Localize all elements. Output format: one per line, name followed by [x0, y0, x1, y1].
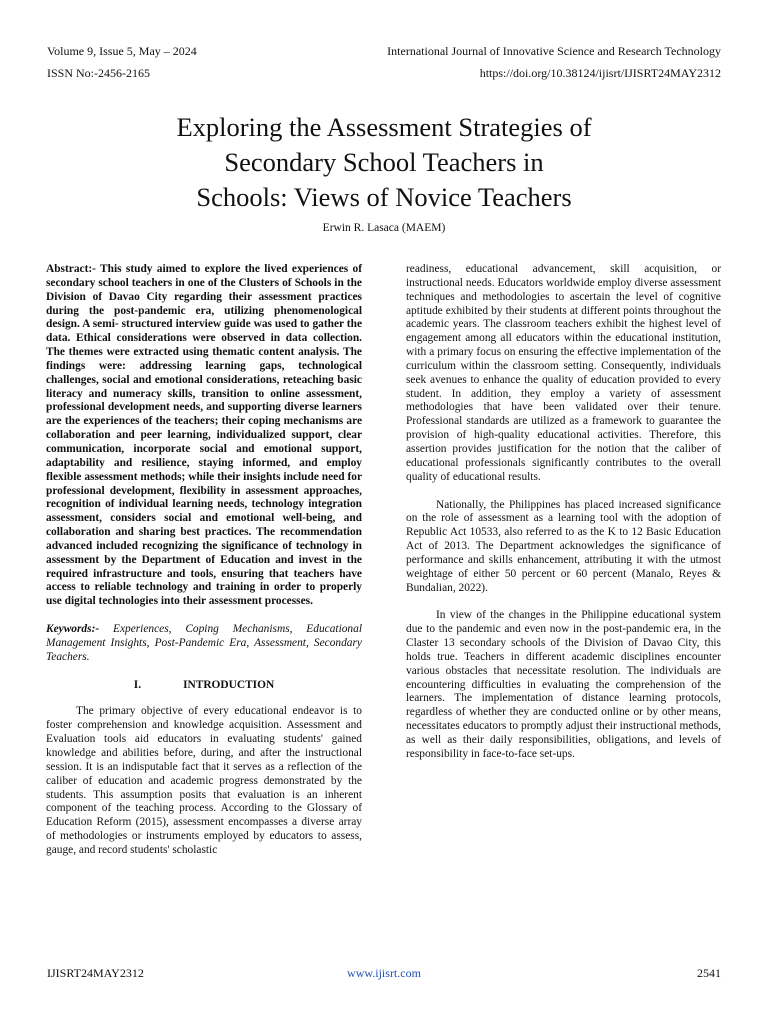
footer-paper-id: IJISRT24MAY2312	[47, 966, 144, 980]
volume-info: Volume 9, Issue 5, May – 2024	[47, 44, 197, 58]
title-line-2: Secondary School Teachers in	[224, 146, 544, 177]
journal-name: International Journal of Innovative Science and Research Technology	[387, 44, 721, 58]
intro-paragraph-3: In view of the changes in the Philippine educational system due to the pandemic and even now in the post-pandemic era, in the Claster 13 secondary schools of the Division of Davao City, this holds true. Teachers in different academic disciplines encounter various obstacles that necessitate resolution. The individuals are encountering difficulties in evaluating the comprehension of the learners. The implementation of distance learning protocols, regardless of whether they are conducted online or by other means, necessitates educators to promptly adjust their instructional methods, as well as their daily responsibilities, obligations, and levels of responsibility in face-to-face set-ups.	[406, 609, 721, 760]
keywords-label: Keywords:-	[46, 623, 100, 636]
doi-link[interactable]: https://doi.org/10.38124/ijisrt/IJISRT24MAY2312	[479, 66, 721, 80]
title-line-3: Schools: Views of Novice Teachers	[196, 181, 572, 212]
right-column	[406, 263, 721, 762]
paper-title	[0, 110, 768, 215]
footer-website-link[interactable]: www.ijisrt.com	[347, 966, 421, 980]
author-name: Erwin R. Lasaca (MAEM)	[322, 222, 446, 234]
intro-paragraph-1: The primary objective of every educational endeavor is to foster comprehension and knowledge acquisition. Assessment and Evaluation tools aid educators in evaluating students' gained knowledge and abilities before, during, and after the instructional session. It is an indisputable fact that it serves as a reflection of the caliber of education and academic progress demonstrated by the students. This assumption posits that evaluation is an inherent component of the teaching process. According to the Glossary of Education Reform (2015), assessment encompasses a diverse array of methodologies or instruments employed by educators to assess, gauge, and record students' scholastic	[46, 705, 362, 856]
intro-paragraph-1-continued: readiness, educational advancement, skill acquisition, or instructional needs. Educators worldwide employ diverse assessment techniques and methodologies to ascertain the level of cognitive aptitude exhibited by their students at different points throughout the academic years. The classroom teachers exhibit the highest level of engagement among all educators within the educational institution, with a primary focus on ensuring the effective implementation of the curriculum within the classroom setting. Consequently, individuals seek avenues to enhance the quality of education provided to every student. In addition, they employ a variety of assessment methodologies that have been validated over their tenure. Professional standards are utilized as a framework to guarantee the provision of high-quality educational activities. Therefore, this assertion provides justification for the notion that the caliber of educational professionals significantly contributes to the overall quality of educational results.	[406, 263, 721, 483]
footer-page-number: 2541	[697, 966, 721, 980]
title-line-1: Exploring the Assessment Strategies of	[176, 111, 592, 142]
section-title: INTRODUCTION	[183, 678, 275, 691]
section-number: I.	[133, 678, 142, 691]
keywords	[46, 623, 362, 665]
abstract-text: Abstract:- This study aimed to explore the lived experiences of secondary school teachers in one of the Clusters of Schools in the Division of Davao City regarding their assessment practices during the post-pandemic era, utilizing phenomenological design. A semi- structured interview guide was used to gather the data. Ethical considerations were observed in data collection. The themes were extracted using thematic content analysis. The findings were: addressing learning gaps, technological challenges, social and emotional considerations, reteaching basic literacy and numeracy skills, transition to online assessment, professional development needs, and supporting diverse learners are the experiences of the teachers; their coping mechanisms are collaboration and peer learning, individualized support, clear communication, incorporate social and emotional support, adaptability and resilience, staying informed, and employ flexible assessment methods; while their insights include need for professional development, flexibility in assessment approaches, recognition of individual learning needs, technology integration assessment, considers social and emotional well-being, and collaboration and sharing best practices. The recommendation advanced included recognizing the significance of technology in assessment by the Department of Education and invest in the required infrastructure and tools, ensuring that teachers have access to reliable technology and training in order to properly use digital technologies into their assessment processes.	[46, 263, 362, 608]
issn-number: ISSN No:-2456-2165	[47, 66, 151, 80]
left-column	[46, 263, 362, 858]
keywords-text: Experiences, Coping Mechanisms, Educational Management Insights, Post-Pandemic Era, Assessment, Secondary Teachers.	[46, 623, 362, 663]
intro-paragraph-2: Nationally, the Philippines has placed increased significance on the role of assessment as a learning tool with the adoption of Republic Act 10533, also referred to as the K to 12 Basic Education Act of 2013. The Department acknowledges the significance of performance and skills enhancement, attributing it with the utmost weightage of either 50 percent or 60 percent (Manalo, Reyes & Bundalian, 2022).	[406, 498, 721, 594]
section-heading	[46, 679, 362, 693]
